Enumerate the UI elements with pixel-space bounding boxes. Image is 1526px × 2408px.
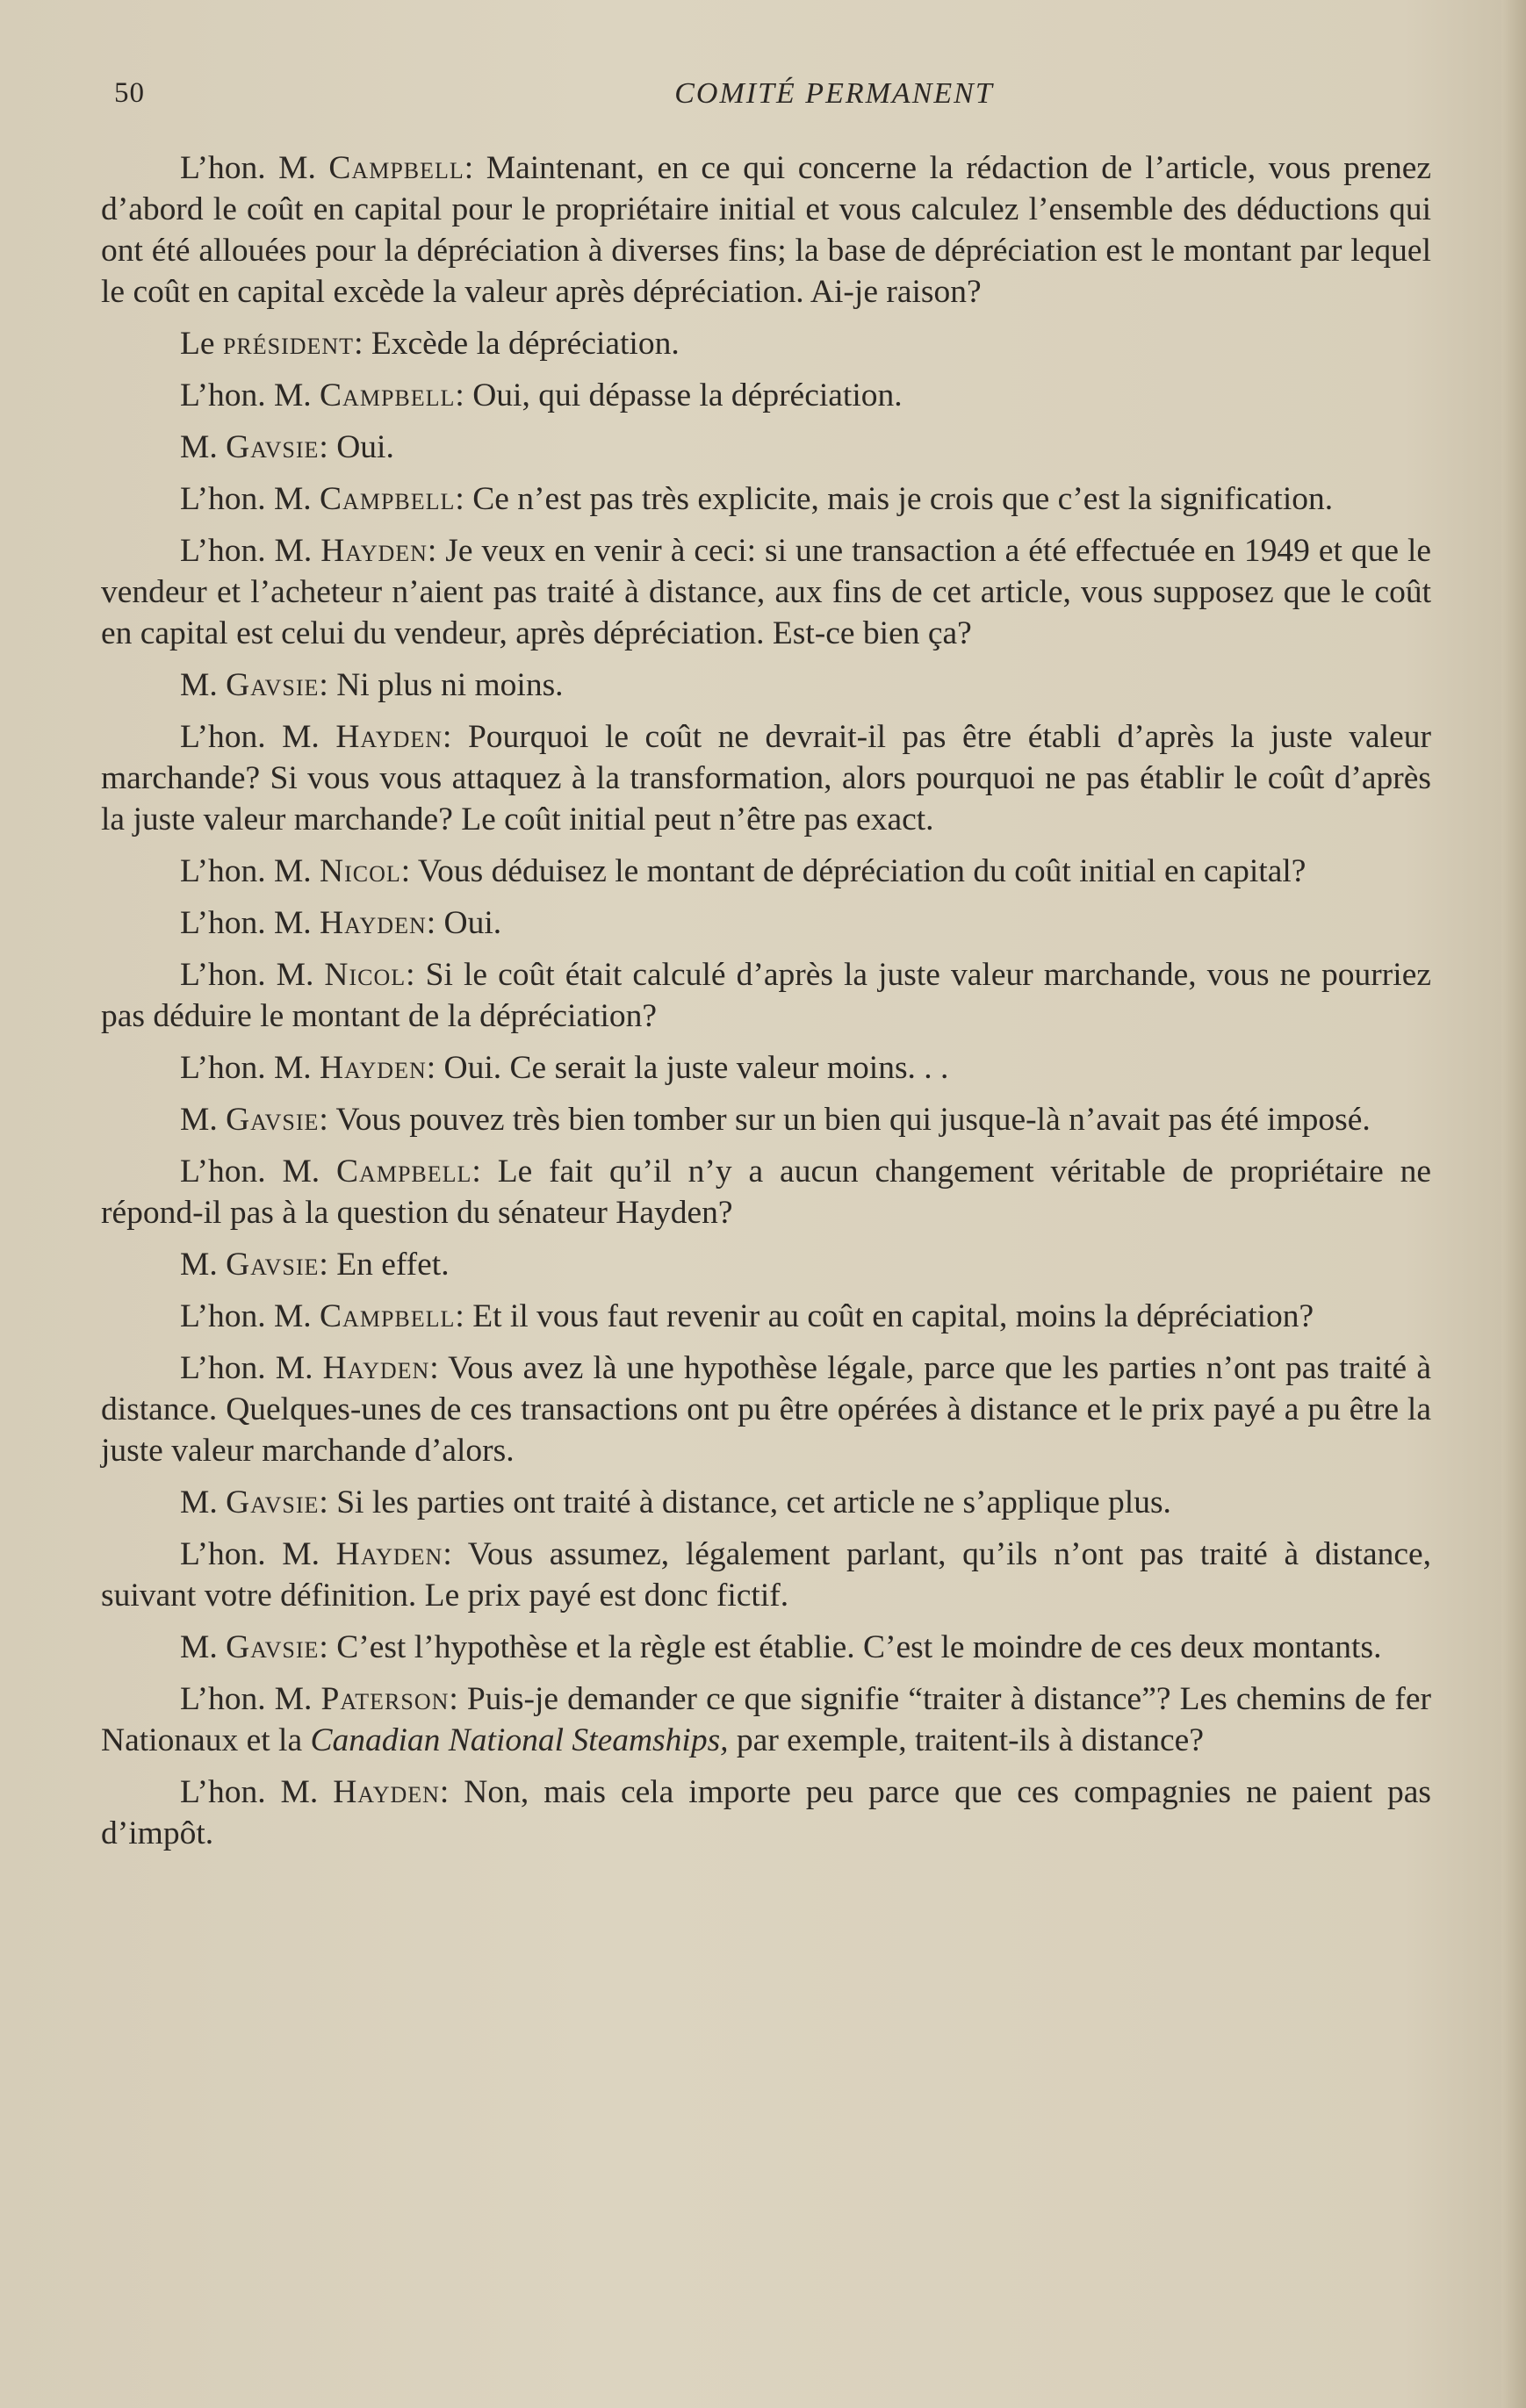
page-number: 50 [114,77,145,109]
speaker-name: Paterson [320,1681,450,1717]
dialogue-paragraph [101,147,1431,313]
dialogue-paragraph [101,716,1431,840]
speaker-separator: : [443,1536,468,1572]
speaker-separator: : [429,1350,449,1386]
speech-text: Ce n’est pas très explicite, mais je crois que c’est la signification. [472,481,1334,517]
speaker-name: Gavsie [226,429,320,465]
speaker-title: L’hon. M. [180,719,336,755]
speaker-title: M. [180,1102,227,1138]
speaker-title: L’hon. M. [180,1050,320,1086]
dialogue-paragraph [101,1678,1431,1761]
dialogue-paragraph [101,1099,1431,1140]
speaker-title: M. [180,429,227,465]
speaker-name: Hayden [333,1774,440,1810]
speech-text: Vous pouvez très bien tomber sur un bien qui jusque-là n’avait pas été imposé. [335,1102,1371,1138]
speech-text: Oui. [443,905,502,941]
speaker-name: Gavsie [226,1484,320,1520]
speaker-title: L’hon. M. [180,1154,337,1190]
speaker-name: Campbell [320,481,456,517]
dialogue-paragraph [101,665,1431,706]
dialogue-paragraph [101,1534,1431,1616]
speaker-name: Campbell [336,1154,472,1190]
speaker-separator: : [354,326,371,362]
dialogue-paragraph [101,1348,1431,1471]
speaker-title: L’hon. M. [180,150,329,186]
speaker-name: Gavsie [226,667,320,703]
dialogue-paragraph [101,1047,1431,1089]
speaker-title: M. [180,1247,227,1283]
speaker-separator: : [464,150,486,186]
speaker-title: L’hon. M. [180,1350,323,1386]
dialogue-paragraph [101,1627,1431,1668]
speaker-separator: : [319,1629,337,1665]
speech-text: Vous avez là une hypothèse légale, parce que les parties n’ont pas traité à distance. Quelques-unes de ces transactions ont pu être opérées à distance et le prix payé a pu être la juste valeur marchande d’alors. [101,1350,1431,1469]
speech-text: Maintenant, en ce qui concerne la rédaction de l’article, vous prenez d’abord le coût en capital pour le propriétaire initial et vous calculez l’ensemble des déductions qui ont été allouées pour la dépréciation à diverses fins; la base de dépréciation est le montant par lequel le coût en capital excède la valeur après dépréciation. Ai-je raison? [101,150,1432,310]
dialogue-paragraph [101,1244,1431,1285]
speaker-name: Nicol [320,853,401,889]
speaker-name: Hayden [322,1350,430,1386]
speaker-name: Gavsie [226,1247,320,1283]
speech-text-continued: par exemple, traitent-ils à distance? [728,1722,1204,1758]
speech-text: Vous assumez, légalement parlant, qu’ils n’ont pas traité à distance, suivant votre définition. Le prix payé est donc fictif. [101,1536,1431,1614]
speaker-separator: : [455,1298,473,1334]
speaker-separator: : [443,719,468,755]
speaker-title: L’hon. M. [180,481,320,517]
dialogue-paragraph [101,1151,1431,1233]
speaker-name: Hayden [320,1050,427,1086]
speaker-separator: : [426,905,444,941]
speaker-title: L’hon. M. [180,957,325,993]
speaker-separator: : [319,1484,337,1520]
page-edge [1501,0,1526,2408]
running-title: COMITÉ PERMANENT [674,77,994,110]
speaker-title: L’hon. M. [180,853,320,889]
speaker-title: L’hon. M. [180,905,320,941]
dialogue-paragraph [101,902,1431,944]
dialogue-paragraph [101,375,1431,416]
speaker-separator: : [319,1102,336,1138]
speaker-separator: : [319,1247,337,1283]
dialogue-paragraph [101,427,1431,468]
speaker-separator: : [449,1681,467,1717]
speech-text: Je veux en venir à ceci: si une transaction a été effectuée en 1949 et que le vendeur et l’acheteur n’aient pas traité à distance, aux fins de cet article, vous supposez que le coût en capital est celui du vendeur, après dépréciation. Est-ce bien ça? [101,533,1432,651]
dialogue-paragraph [101,851,1431,892]
speaker-separator: : [471,1154,498,1190]
dialogue-paragraph [101,1772,1431,1854]
speaker-name: Campbell [320,1298,456,1334]
speaker-name: Gavsie [226,1102,320,1138]
speaker-separator: : [455,377,473,413]
speech-text: Et il vous faut revenir au coût en capital, moins la dépréciation? [472,1298,1314,1334]
speaker-title: M. [180,1629,227,1665]
speech-text: Si les parties ont traité à distance, cet article ne s’applique plus. [336,1484,1171,1520]
speech-text: Oui. Ce serait la juste valeur moins. . . [443,1050,949,1086]
speaker-name: Campbell [320,377,456,413]
dialogue-paragraph [101,478,1431,520]
speaker-separator: : [319,667,337,703]
speech-text: Oui. [336,429,394,465]
speaker-separator: : [427,533,446,569]
speech-text: Pourquoi le coût ne devrait-il pas être établi d’après la juste valeur marchande? Si vous vous attaquez à la transformation, alors pourquoi ne pas établir le coût d’après la juste valeur marchande? Le coût initial peut n’être pas exact. [101,719,1432,837]
speaker-name: Gavsie [226,1629,320,1665]
speech-text: Puis-je demander ce que signifie “traiter à distance”? Les chemins de fer Nationaux et la [101,1681,1432,1758]
speaker-name: Hayden [320,533,428,569]
speaker-separator: : [400,853,418,889]
speaker-separator: : [319,429,337,465]
speaker-title: L’hon. M. [180,377,320,413]
speech-text: Excède la dépréciation. [371,326,680,362]
speaker-name: Hayden [320,905,427,941]
speech-text: Vous déduisez le montant de dépréciation du coût initial en capital? [417,853,1306,889]
speaker-name: Campbell [328,150,464,186]
speaker-separator: : [439,1774,464,1810]
speaker-separator: : [455,481,473,517]
dialogue-paragraph [101,323,1431,364]
speaker-title: L’hon. M. [180,1681,321,1717]
dialogue-paragraph [101,954,1431,1037]
speaker-name: Hayden [335,719,443,755]
transcript-body [101,147,1431,1865]
speaker-title: M. [180,667,227,703]
page-header [114,77,1431,121]
italic-name: Canadian National Steamships, [310,1722,729,1758]
dialogue-paragraph [101,530,1431,654]
speaker-title: Le [180,326,223,362]
speech-text: Ni plus ni moins. [336,667,564,703]
speaker-title: L’hon. M. [180,1774,334,1810]
speech-text: En effet. [336,1247,450,1283]
speech-text: Oui, qui dépasse la dépréciation. [472,377,903,413]
speaker-name: président [222,326,355,362]
speech-text: Non, mais cela importe peu parce que ces compagnies ne paient pas d’impôt. [101,1774,1432,1851]
speaker-title: L’hon. M. [180,1536,336,1572]
speaker-separator: : [406,957,426,993]
speaker-separator: : [426,1050,444,1086]
dialogue-paragraph [101,1296,1431,1337]
speech-text: C’est l’hypothèse et la règle est établie. C’est le moindre de ces deux montants. [336,1629,1382,1665]
speaker-name: Hayden [335,1536,443,1572]
speaker-title: L’hon. M. [180,1298,320,1334]
speaker-title: M. [180,1484,227,1520]
speech-text: Le fait qu’il n’y a aucun changement véritable de propriétaire ne répond-il pas à la question du sénateur Hayden? [101,1154,1431,1231]
speaker-name: Nicol [324,957,407,993]
speaker-title: L’hon. M. [180,533,321,569]
dialogue-paragraph [101,1482,1431,1523]
speech-text: Si le coût était calculé d’après la juste valeur marchande, vous ne pourriez pas déduire le montant de la dépréciation? [101,957,1431,1034]
